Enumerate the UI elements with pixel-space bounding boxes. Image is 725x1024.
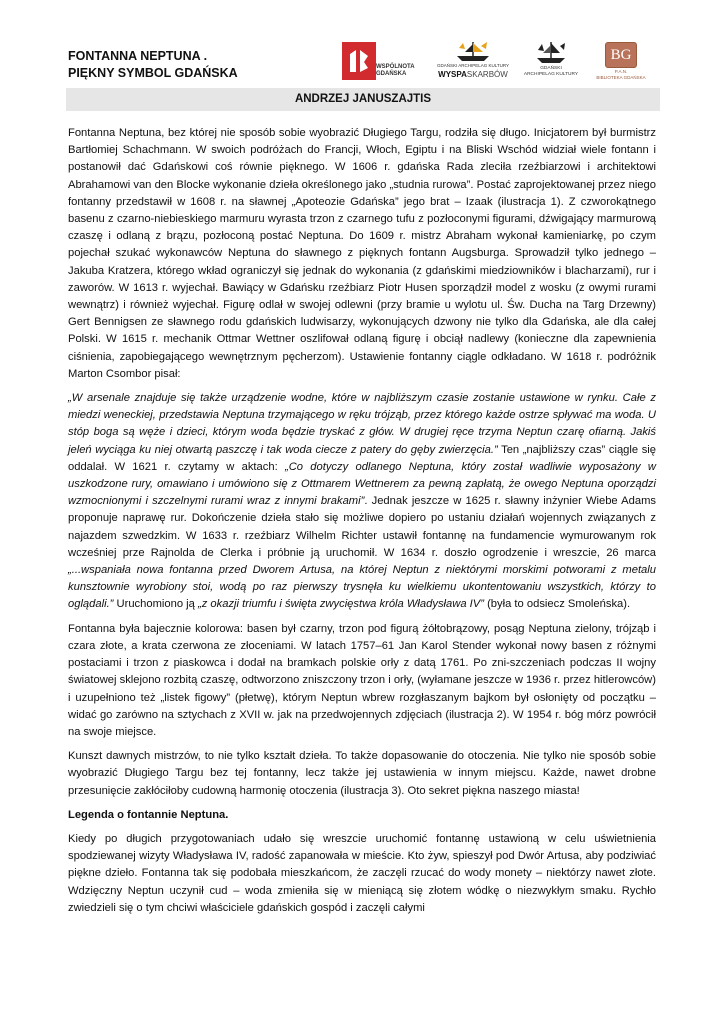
paragraph-2 — [68, 390, 656, 614]
bg-sub-2: BIBLIOTEKA GDAŃSKA — [596, 75, 646, 80]
p2-text-2: . Jednak jeszcze w 1625 r. sławny inżynier Wiebe Adams proponuje naprawę rur. Dokończenie dzieła stało się możliwe dopiero po ustaniu działań wojennych związanych z najazdem szwedzkim. W 1633 r. rzeźbiarz Wilhelm Richter ustawił fontannę na fundamencie wymurowanym rok wcześniej prze Rajnolda de Clerka i próbnie ją uruchomił. W 1634 r. doszło ogrodzenie i wreszcie, 26 marca — [68, 495, 656, 559]
wyspa-word-2: SKARBÓW — [466, 70, 508, 79]
p2-text-4: (była to odsiecz Smoleńska). — [483, 598, 631, 611]
biblioteka-gdanska-logo — [590, 40, 652, 86]
section-heading-legend: Legenda o fontannie Neptuna. — [68, 808, 229, 821]
p2-text-3: Uruchomiono ją — [113, 598, 198, 611]
wspolnota-crest-icon — [342, 42, 376, 80]
bg-mark: BG — [605, 42, 637, 68]
document-title — [68, 48, 238, 82]
author-bar: ANDRZEJ JANUSZAJTIS — [66, 88, 660, 111]
quote-akta-1621: „Co dotyczy odlanego Neptuna, który został wadliwie wyposażony w uszkodzone rury, omawiano i umówiono się z Ottmarem Wettnerem za pewną zapłatą, że owego Neptuna oporządzi wzmocnionymi i szczelnymi rurami wraz z innymi brakami” — [68, 460, 656, 508]
sponsor-logos — [340, 40, 660, 86]
wspolnota-text-1: WSPÓLNOTA — [376, 64, 415, 70]
title-line-2: PIĘKNY SYMBOL GDAŃSKA — [68, 66, 238, 80]
article-body — [68, 125, 656, 924]
quote-triumf: „z okazji triumfu i święta zwycięstwa króla Władysława IV” — [197, 598, 484, 611]
paragraph-3: Fontanna była bajecznie kolorowa: basen był czarny, trzon pod figurą żółtobrązowy, posąg Neptuna zielony, trójząb i czara złote, a krata czerwona ze złoceniami. W latach 1757–61 Jan Karol Stender wykonał nowy basen z różnymi postaciami i trzon z piaskowca i dodał na bramkach polskie orły z datą 1761. Po zni-szczeniach podczas II wojny światowej sklejono rozbitą czaszę, odtworzono zniszczony trzon i orły, (wyłamane jeszcze w 1936 r. przez hitlerowców) i uzupełniono też „listek figowy” (płetwę), którym Neptun wbrew rozgłaszanym bajkom był osłonięty od początku – widać go zarówno na sztychach z XVII w. jak na przedwojennych zdjęciach (ilustracja 2). W 1954 r. bóg mórz powrócił na swoje miejsce. — [68, 622, 656, 738]
p2-text-1: Ten „najbliższy czas” ciągle się oddalał. W 1621 r. czytamy w aktach: — [68, 443, 657, 473]
paragraph-5: Kiedy po długich przygotowaniach udało się wreszcie uruchomić fontannę ustawioną w celu uświetnienia spodziewanej wizyty Władysława IV, radość zapanowała w mieście. Kto żyw, spieszył pod Dwór Artusa, aby podziwiać piękne dzieło. Fontanna tak się podobała mieszkańcom, że zaczęli rzucać do wody monety – niektórzy nawet złote. Wdzięczny Neptun uczynił cud – woda zmieniła się w mieniącą się złotem wódkę o niezwykłym smaku. Rychło zwiedzieli się o tym chciwi właściciele gdańskich gospód i zaczęli całymi — [68, 832, 656, 914]
quote-1634: „...wspaniała nowa fontanna przed Dworem Artusa, na której Neptun z niektórymi morskimi potworami z metalu kunsztownie wyrobiony stoi, wodą po raz pierwszy trysnęła ku wielkiemu ukontentowaniu wszystkich, którzy to oglądali.” — [68, 564, 656, 611]
wyspa-subtitle: GDAŃSKI ARCHIPELAG KULTURY — [436, 63, 510, 68]
gak-logo — [522, 40, 580, 86]
gak-text-1: GDAŃSKI — [540, 66, 562, 71]
wspolnota-gdanska-logo — [340, 40, 415, 86]
paragraph-1: Fontanna Neptuna, bez której nie sposób sobie wyobrazić Długiego Targu, rodziła się długo. Inicjatorem był burmistrz Bartłomiej Schachmann. W swoich podróżach do Francji, Włoch, Egiptu i na Bliski Wschód widział wiele fontann i postanowił dać Gdańskowi coś równie pięknego. W 1606 r. gdańska Rada zleciła rzeźbiarzowi i architektowi Abrahamowi van den Blocke wykonanie dzieła określonego jako „studnia rurowa”. Postać zaprojektowanej przez niego fontanny przedstawił w 1608 r. na sławnej „Apoteozie Gdańska” jego brat – Izaak (ilustracja 1). Z czworokątnego basenu z czarno-niebieskiego marmuru wyrasta trzon z czarnego tufu z pozłoconymi figurami, dźwigający marmurową czaszę i odlaną z brązu, pozłoconą postać Neptuna. Do 1609 r. mistrz Abraham wykonał kamieniarkę, po czym pojechał szukać wykonawców Neptuna do sławnego z pięknych fontann Augsburga. Sprowadził tylko jednego – Jakuba Kratzera, którego wkład ograniczył się jednak do wykonania (z gdańskimi miedziowników i blacharzami), rur i zaworów. W 1613 r. wyjechał. Bawiący w Gdańsku rzeźbiarz Piotr Husen sporządził model z wosku (z owymi rurami wewnątrz) i również wyjechał. Figurę odlał w swojej odlewni (przy bramie u wylotu ul. Św. Ducha na Targ Drzewny) Gert Bennigsen ze sławnego rodu gdańskich ludwisarzy, wykonujących dzwony nie tylko dla Gdańska, ale dla całej Polski. W 1615 r. mechanik Ottmar Wettner oszlifował odlaną figurę i obciął nadlewy (konieczne dla zapewnienia ciśnienia, zapobiegającego wewnętrznym pęcherzom). Ustawienie fontanny ciągle odkładano. W 1618 r. podróżnik Marton Csombor pisał: — [68, 127, 656, 380]
wyspa-skarbow-logo — [434, 40, 512, 86]
ship-icon — [453, 40, 493, 62]
title-line-1: FONTANNA NEPTUNA . — [68, 49, 208, 63]
wspolnota-text-2: GDAŃSKA — [376, 71, 407, 77]
gak-ship-icon — [534, 40, 568, 64]
wyspa-word-1: WYSPA — [438, 70, 467, 79]
quote-csombor: „W arsenale znajduje się także urządzenie wodne, które w najbliższym czasie zostanie ustawione w rynku. Całe z miedzi weneckiej, przedstawia Neptuna trzymającego w ręku trójząb, przez którego każde ostrze spływać ma woda. U stóp boga są węże i dzieci, którym woda będzie tryskać z głów. W drugiej ręce trzyma Neptun czarę ofiarną. Jakiś jeleń wyciąga ku niej otwartą paszczę i tak woda ciecze z patery do gęby zwierzęcia.” — [68, 392, 656, 456]
bg-sub-1: P.A.N. — [614, 69, 628, 74]
paragraph-4: Kunszt dawnych mistrzów, to nie tylko kształt dzieła. To także dopasowanie do otoczenia. Nie tylko nie sposób sobie wyobrazić Długiego Targu bez tej fontanny, lecz także jej ustawienia w innym miejscu. Każde, nawet drobne przesunięcie zakłóciłoby cudowną harmonię otoczenia (ilustracja 3). Oto sekret piękna naszego miasta! — [68, 750, 656, 797]
gak-text-2: ARCHIPELAG KULTURY — [523, 72, 579, 77]
